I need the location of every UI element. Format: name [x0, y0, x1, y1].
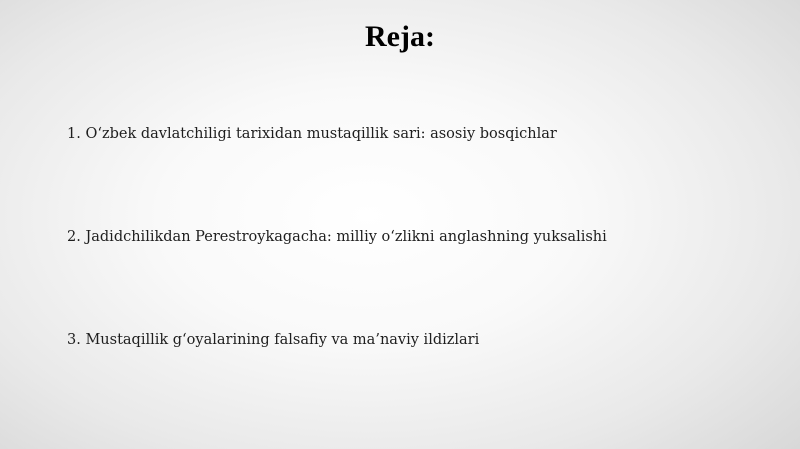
- slide-title: Reja:: [365, 20, 435, 53]
- plan-item-1: 1. O‘zbek davlatchiligi tarixidan mustaqillik sari: asosiy bosqichlar: [67, 126, 557, 142]
- plan-item-2: 2. Jadidchilikdan Perestroykagacha: milliy o‘zlikni anglashning yuksalishi: [67, 229, 607, 245]
- plan-item-3: 3. Mustaqillik g‘oyalarining falsafiy va ma’naviy ildizlari: [67, 332, 480, 348]
